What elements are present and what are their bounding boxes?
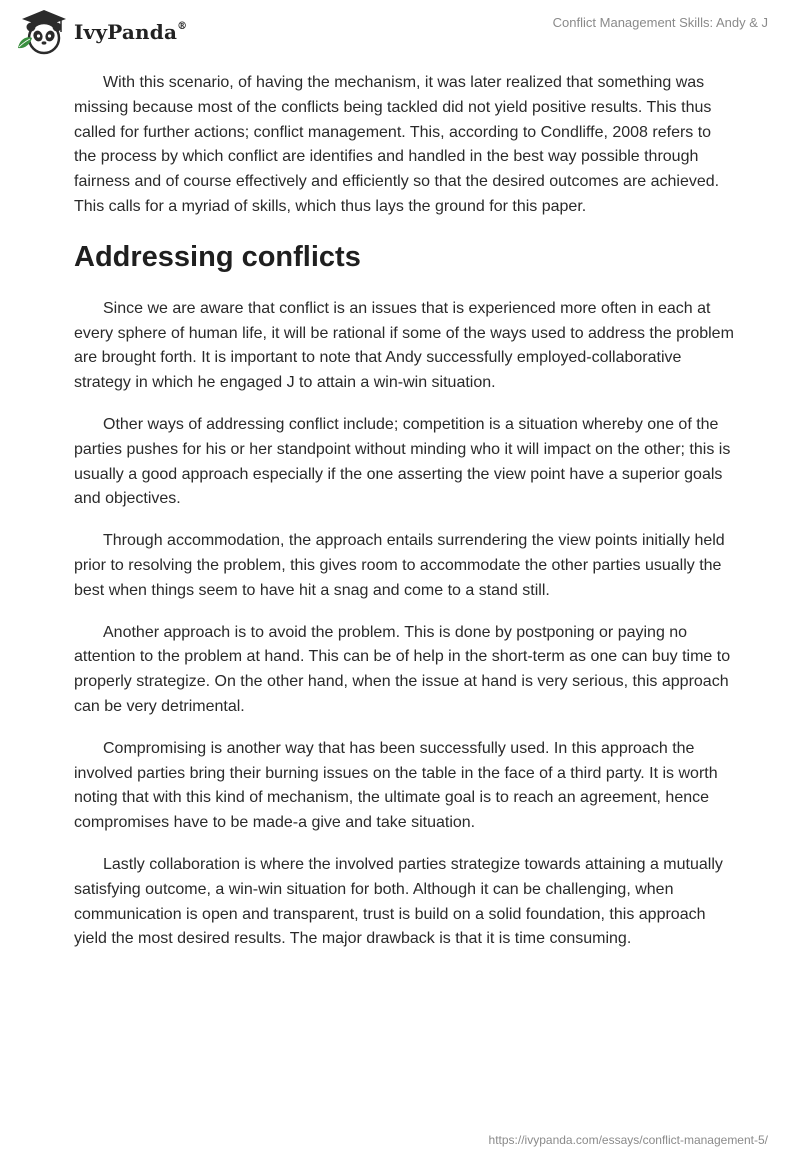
paragraph-competition: Other ways of addressing conflict include; competition is a situation whereby one of the parties pushes for his or her standpoint without minding who it will impact on the other; this is usually a good approach especially if the one asserting the view point have a superior goals and objectives. [74,415,731,508]
brand-name: IvyPanda® [74,20,188,44]
paragraph-collaborative-strategy: Since we are aware that conflict is an issues that is experienced more often in each at every sphere of human life, it will be rational if some of the ways used to address the problem are brought forth. It is important to note that Andy successfully employed-collaborative strategy in which he engaged J to attain a win-win situation. [74,299,734,392]
page-header [0,0,800,60]
essay-body [74,71,734,969]
source-url-link[interactable]: https://ivypanda.com/essays/conflict-management-5/ [488,1133,768,1147]
ivypanda-logo[interactable] [14,8,187,56]
intro-paragraph: With this scenario, of having the mechanism, it was later realized that something was missing because most of the conflicts being tackled did not yield positive results. This thus called for further actions; conflict management. This, according to Condliffe, 2008 refers to the process by which conflict are identifies and handled in the best way possible through fairness and of course effectively and efficiently so that the desired outcomes are achieved. This calls for a myriad of skills, which thus lays the ground for this paper. [74,74,720,215]
paragraph-avoidance: Another approach is to avoid the problem. This is done by postponing or paying no attention to the problem at hand. This can be of help in the short-term as one can buy time to properly strategize. On the other hand, when the issue at hand is very serious, this approach can be very detrimental. [74,623,731,715]
paragraph-compromising: Compromising is another way that has been successfully used. In this approach the involved parties bring their burning issues on the table in the face of a third party. It is worth noting that with this kind of mechanism, the ultimate goal is to reach an agreement, hence compromises have to be made-a give and take situation. [74,739,718,832]
paragraph-accommodation: Through accommodation, the approach entails surrendering the view points initially held prior to resolving the problem, this gives room to accommodate the other parties usually the best when things seem to have hit a snag and come to a stand still. [74,532,725,599]
section-heading: Addressing conflicts [74,240,361,273]
panda-graduate-icon [14,8,68,56]
paragraph-collaboration: Lastly collaboration is where the involved parties strategize towards attaining a mutually satisfying outcome, a win-win situation for both. Although it can be challenging, when communication is open and transparent, trust is build on a solid foundation, this approach yield the most desired results. The major drawback is that it is time consuming. [74,855,723,948]
document-title: Conflict Management Skills: Andy & J [552,15,768,30]
